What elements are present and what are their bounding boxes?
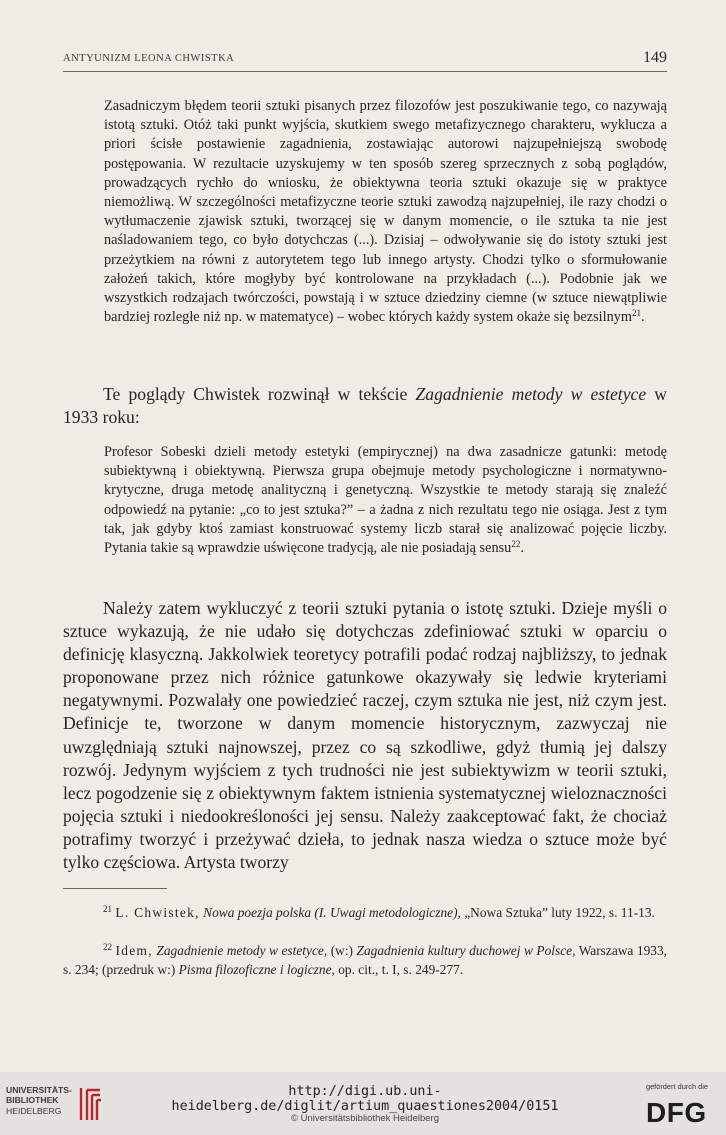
header-rule — [63, 71, 667, 72]
digitization-footer — [0, 1072, 726, 1135]
footnote-author: L. Chwistek, — [115, 905, 200, 920]
footnote-title: Zagadnienie metody w estetyce, — [156, 943, 328, 958]
running-title: ANTYUNIZM LEONA CHWISTKA — [63, 53, 235, 64]
permalink-url[interactable]: http://digi.ub.uni-heidelberg.de/diglit/artium_quaestiones2004/0151 — [171, 1084, 559, 1114]
dfg-wordmark: DFG — [646, 1097, 707, 1128]
footnote-reprint-title: Pisma filozoficzne i logiczne, — [178, 962, 335, 977]
footnote-book-title: Zagadnienia kultury duchowej w Polsce, — [356, 943, 576, 958]
footnote-author: Idem, — [115, 943, 153, 958]
page-number: 149 — [643, 49, 667, 66]
funding-note: gefördert durch die — [645, 1082, 708, 1091]
footnote-mid: (w:) — [327, 943, 357, 958]
block-quote-1: Zasadniczym błędem teorii sztuki pisanych przez filozofów jest poszukiwanie tego, co nazywają istotą sztuki. Otóż taki punkt wyjścia, skutkiem swego metafizycznego charakteru, wyklucza a priori ścisłe postawienie zagadnienia, zostawiając autorowi najzupełniejszą swobodę postępowania. W rezultacie uzyskujemy w ten sposób szereg sprzecznych z sobą poglądów, prowadzących rychło do wniosku, że obiektywna teoria sztuki okazuje się w praktyce niemożliwą. W szczególności metafizyczne teorie sztuki zawodzą najzupełniej, ile razy chodzi o wytłumaczenie zjawisk sztuki, tworzącej się w danym momencie, o ile sztuka ta nie jest naśladowaniem tego, co było dotychczas (...). Dzisiaj – odwoływanie się do istoty sztuki jest przeżytkiem na równi z autorytetem tego lub innego artysty. Chodzi tylko o sformułowanie założeń takich, które mogłyby być kontrolowane na przykładach (...). Podobnie jak we wszystkich rodzajach twórczości, powstają i w sztuce dziedziny ciemne (w sztuce niewątpliwie bardziej rozległe niż np. w matematyce) – wobec których każdy system okaże się bezsilnym$^{21}$. — [104, 98, 667, 326]
library-name — [6, 1085, 72, 1116]
footnote-22 — [63, 941, 667, 979]
footnote-rest: „Nowa Sztuka” luty 1922, s. 11-13. — [460, 905, 655, 920]
intro-text-after: w 1933 roku: — [63, 384, 667, 428]
intro-title: Zagadnienie metody w estetyce — [415, 384, 647, 404]
library-emblem-icon — [78, 1084, 104, 1122]
running-head — [63, 49, 667, 71]
library-line: UNIVERSITÄTS- — [6, 1085, 72, 1095]
body-paragraph: Należy zatem wykluczyć z teorii sztuki pytania o istotę sztuki. Dzieje myśli o sztuce wykazują, że nie udało się dotychczas zdefiniować sztuki w oparciu o definicję klasyczną. Jakkolwiek teoretycy potrafili podać rodzaj najbliższy, to jednak proponowane przez nich różnice gatunkowe okazywały się ledwie kryteriami negatywnymi. Pozwalały one powiedzieć raczej, czym sztuka nie jest, niż czym jest. Definicje te, tworzone w danym momencie historycznym, zazwyczaj nie uwzględniają sztuki najnowszej, przez co są szkodliwe, gdyż tłumią jej dalszy rozwój. Jedynym wyjściem z tych trudności nie jest subiektywizm w teorii sztuki, lecz pogodzenie się z obiektywnym faktem istnienia systematycznej wieloznaczności pojęcia sztuki i niedookreśloności jej sensu. Należy zaakceptować fakt, że chociaż potrafimy tworzyć i przeżywać dzieła, to jednak nasza wiedza o sztuce może być tylko częściowa. Artysta tworzy — [63, 598, 667, 873]
intro-paragraph — [63, 383, 667, 429]
intro-text-before: Te poglądy Chwistek rozwinął w tekście — [103, 384, 416, 404]
library-line: HEIDELBERG — [6, 1105, 62, 1116]
footnote-number: 21 — [103, 904, 112, 914]
footnote-title: Nowa poezja polska (I. Uwagi metodologiczne), — [203, 905, 461, 920]
library-line: BIBLIOTHEK — [6, 1095, 59, 1106]
footnote-21 — [63, 903, 667, 922]
block-quote-2-text: Profesor Sobeski dzieli metody estetyki (empirycznej) na dwa zasadnicze gatunki: metodę subiektywną i obiektywną. Pierwsza grupa obejmuje metody psychologiczne i normatywno-krytyczne, druga metodę analityczną i genetyczną. Wszystkie te metody starają się znaleźć odpowiedź na pytanie: „co to jest sztuka?” – a żadna z nich rezultatu tego nie osiąga. Jest z tym tak, jak gdyby ktoś zamiast konstruować systemy liczb starał się analizować pojęcie liczby. Pytania takie są wprawdzie uświęcone tradycją, ale nie posiadają sensu — [104, 444, 667, 557]
footnote-ref-22[interactable]: 22 — [511, 539, 521, 550]
footnote-ref-21[interactable]: 21 — [632, 308, 641, 319]
copyright-notice: © Universitätsbibliothek Heidelberg — [291, 1113, 439, 1124]
footnote-rule — [63, 888, 167, 889]
dfg-logo[interactable] — [630, 1078, 720, 1132]
library-logo[interactable] — [6, 1084, 106, 1124]
footnote-rest: op. cit., t. I, s. 249-277. — [334, 962, 464, 977]
footnote-number: 22 — [103, 942, 112, 952]
block-quote-1-text: Zasadniczym błędem teorii sztuki pisanych przez filozofów jest poszukiwanie tego, co nazywają istotą sztuki. Otóż taki punkt wyjścia, skutkiem swego metafizycznego charakteru, wyklucza a priori ścisłe postawienie zagadnienia, zostawiając autorowi najzupełniejszą swobodę postępowania. W rezultacie uzyskujemy w ten sposób szereg sprzecznych z sobą poglądów, prowadzących rychło do wniosku, że obiektywna teoria sztuki okazuje się w praktyce niemożliwą. W szczególności metafizyczne teorie sztuki zawodzą najzupełniej, ile razy chodzi o wytłumaczenie zjawisk sztuki, tworzącej się w danym momencie, o ile sztuka ta nie jest naśladowaniem tego, co było dotychczas (...). Dzisiaj – odwoływanie się do istoty sztuki jest przeżytkiem na równi z autorytetem tego lub innego artysty. Chodzi tylko o sformułowanie założeń takich, które mogłyby być kontrolowane na przykładach (...). Podobnie jak we wszystkich rodzajach twórczości, powstają i w sztuce dziedziny ciemne (w sztuce niewątpliwie bardziej rozległe niż np. w matematyce) – wobec których każdy system okaże się bezsilnym — [104, 98, 667, 326]
footnote-mid: Warszawa 1933, s. 234; (przedruk w:) — [63, 943, 668, 977]
block-quote-2: Profesor Sobeski dzieli metody estetyki (empirycznej) na dwa zasadnicze gatunki: metodę subiektywną i obiektywną. Pierwsza grupa obejmuje metody psychologiczne i normatywno-krytyczne, druga metodę analityczną i genetyczną. Wszystkie te metody starają się znaleźć odpowiedź na pytanie: „co to jest sztuka?” – a żadna z nich rezultatu tego nie osiąga. Jest z tym tak, jak gdyby ktoś zamiast konstruować systemy liczb starał się analizować pojęcie liczby. Pytania takie są wprawdzie uświęcone tradycją, ale nie posiadają sensu$^{22}$. — [104, 444, 667, 557]
